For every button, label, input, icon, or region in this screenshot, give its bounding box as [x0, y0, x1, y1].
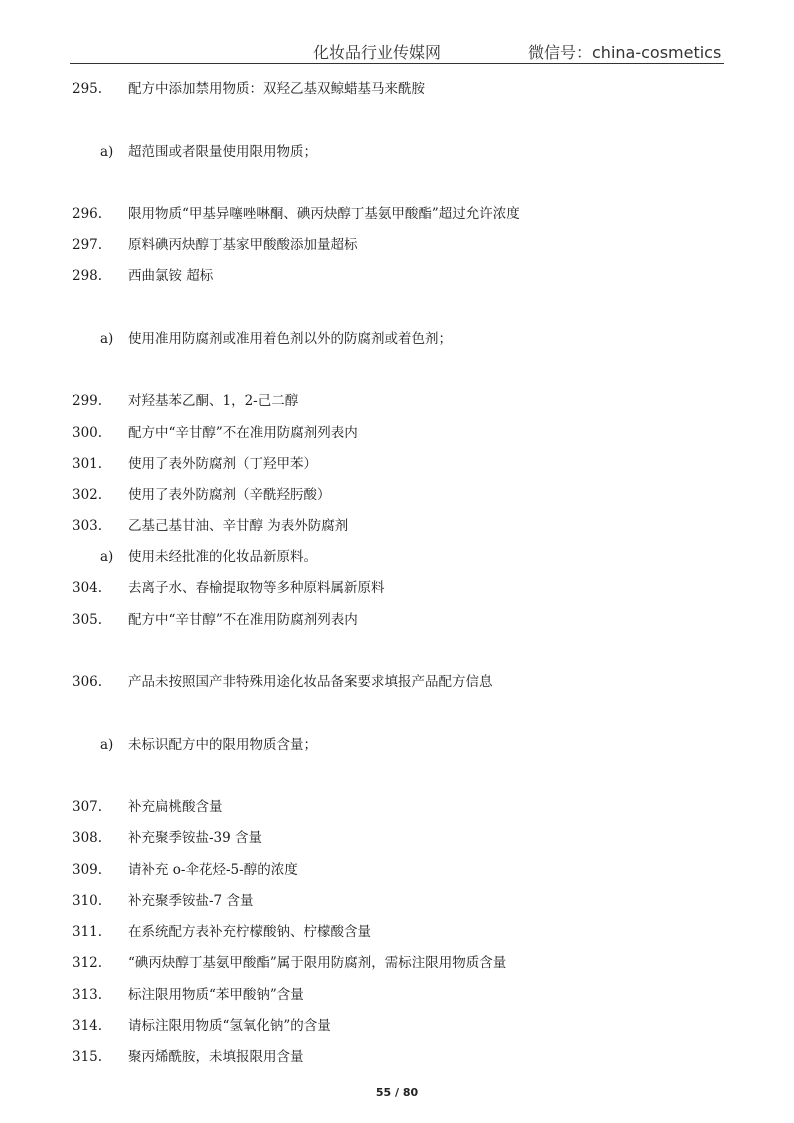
item-text: “碘丙炔醇丁基氨甲酸酯”属于限用防腐剂，需标注限用物质含量 — [128, 955, 507, 971]
item-number: 296. — [72, 206, 103, 222]
item-text: 补充聚季铵盐-39 含量 — [128, 830, 263, 846]
page-number: 55 / 80 — [375, 1086, 419, 1099]
item-number: 310. — [72, 893, 103, 909]
item-text: 补充扁桃酸含量 — [128, 799, 223, 815]
item-text: 配方中添加禁用物质：双羟乙基双鲸蜡基马来酰胺 — [128, 81, 425, 97]
item-number: 298. — [72, 268, 103, 284]
item-text: 西曲氯铵 超标 — [128, 268, 214, 284]
item-text: 乙基己基甘油、辛甘醇 为表外防腐剂 — [128, 518, 349, 534]
item-number: 314. — [72, 1018, 103, 1034]
item-text: 使用未经批准的化妆品新原料。 — [128, 549, 317, 565]
item-number: 306. — [72, 674, 103, 690]
item-number: a) — [100, 331, 114, 347]
item-number: 307. — [72, 799, 103, 815]
item-text: 请标注限用物质“氢氧化钠”的含量 — [128, 1018, 331, 1034]
item-number: 308. — [72, 830, 103, 846]
item-number: 295. — [72, 81, 103, 97]
item-text: 限用物质“甲基异噻唑啉酮、碘丙炔醇丁基氨甲酸酯”超过允许浓度 — [128, 206, 520, 222]
item-number: 302. — [72, 487, 103, 503]
item-text: 补充聚季铵盐-7 含量 — [128, 893, 254, 909]
item-text: 配方中“辛甘醇”不在准用防腐剂列表内 — [128, 612, 358, 628]
item-text: 使用了表外防腐剂（辛酰羟肟酸） — [128, 487, 331, 503]
item-text: 原料碘丙炔醇丁基家甲酸酸添加量超标 — [128, 237, 358, 253]
item-number: 304. — [72, 580, 103, 596]
item-text: 请补充 o-伞花烃-5-醇的浓度 — [128, 862, 298, 878]
item-text: 对羟基苯乙酮、1，2-己二醇 — [128, 393, 299, 409]
item-number: a) — [100, 144, 114, 160]
item-text: 标注限用物质“苯甲酸钠”含量 — [128, 987, 304, 1003]
page-header — [70, 34, 724, 64]
item-number: 301. — [72, 456, 103, 472]
item-text: 超范围或者限量使用限用物质； — [128, 144, 317, 160]
item-number: a) — [100, 737, 114, 753]
header-wechat-id: 微信号：china-cosmetics — [528, 43, 722, 62]
item-text: 去离子水、春榆提取物等多种原料属新原料 — [128, 580, 385, 596]
header-site-name: 化妆品行业传媒网 — [313, 43, 442, 62]
item-text: 使用准用防腐剂或准用着色剂以外的防腐剂或着色剂； — [128, 331, 452, 347]
item-number: 297. — [72, 237, 103, 253]
item-number: 305. — [72, 612, 103, 628]
item-number: a) — [100, 549, 114, 565]
item-number: 315. — [72, 1049, 103, 1065]
item-text: 使用了表外防腐剂（丁羟甲苯） — [128, 456, 317, 472]
item-number: 303. — [72, 518, 103, 534]
item-number: 300. — [72, 425, 103, 441]
item-number: 312. — [72, 955, 103, 971]
item-text: 产品未按照国产非特殊用途化妆品备案要求填报产品配方信息 — [128, 674, 493, 690]
item-number: 313. — [72, 987, 103, 1003]
item-number: 299. — [72, 393, 103, 409]
item-number: 311. — [72, 924, 103, 940]
item-text: 聚丙烯酰胺，未填报限用含量 — [128, 1049, 304, 1065]
item-text: 在系统配方表补充柠檬酸钠、柠檬酸含量 — [128, 924, 371, 940]
item-number: 309. — [72, 862, 103, 878]
item-text: 配方中“辛甘醇”不在准用防腐剂列表内 — [128, 425, 358, 441]
item-text: 未标识配方中的限用物质含量； — [128, 737, 317, 753]
